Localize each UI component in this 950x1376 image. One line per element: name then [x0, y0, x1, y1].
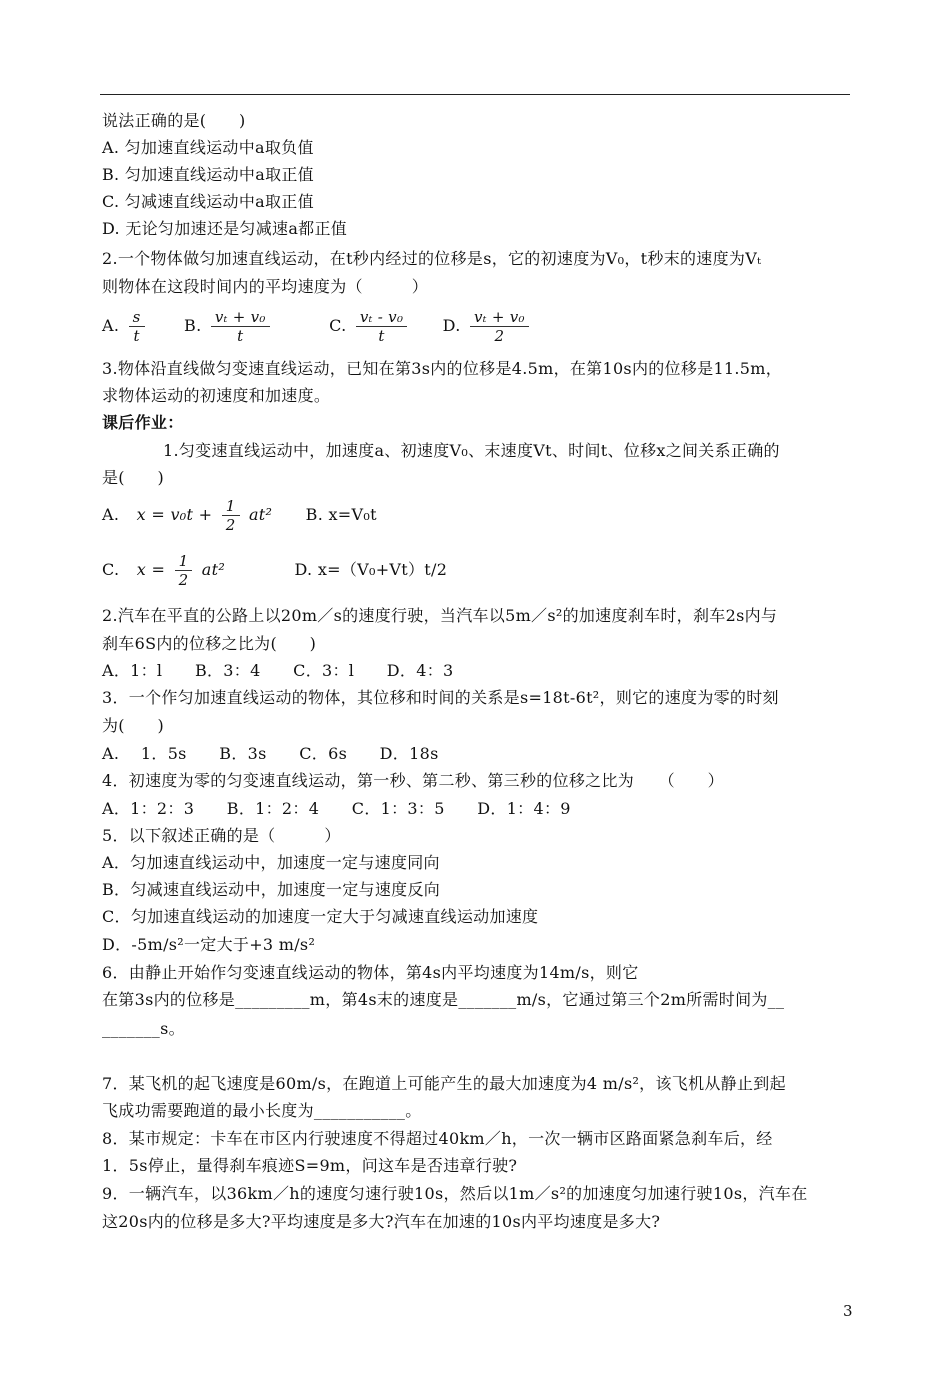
q2-option-d — [443, 308, 533, 345]
option-line: D．-5m/s²一定大于+3 m/s² — [102, 935, 316, 954]
fraction-numerator: vₜ - v₀ — [356, 308, 407, 327]
text-line: 说法正确的是( ) — [102, 111, 246, 130]
question-text: 求物体运动的初速度和加速度。 — [102, 386, 331, 405]
question-text: 8．某市规定：卡车在市区内行驶速度不得超过40km／h，一次一辆市区路面紧急刹车后，经 — [102, 1129, 773, 1148]
option-label: A. — [102, 316, 120, 335]
fraction-denominator: t — [237, 327, 244, 345]
option-line: A. 1．5s B．3s C．6s D．18s — [102, 744, 439, 763]
fraction-numerator: 1 — [222, 497, 240, 516]
hw1-option-b: B. x=V₀t — [305, 505, 377, 524]
fraction — [356, 308, 407, 345]
option-label: A. — [102, 505, 120, 524]
question-text: 飞成功需要跑道的最小长度为___________。 — [102, 1101, 422, 1120]
question-text: 为( ) — [102, 716, 164, 735]
question-text: 3．一个作匀加速直线运动的物体，其位移和时间的关系是s=18t-6t²，则它的速度为零的时刻 — [102, 688, 779, 707]
option-line: A. 匀加速直线运动中a取负值 — [102, 138, 314, 157]
header-rule — [100, 94, 850, 95]
formula-text: at² — [201, 560, 226, 579]
question-text: 5．以下叙述正确的是（ ） — [102, 826, 341, 845]
fraction-denominator: t — [133, 327, 140, 345]
hw1-option-a — [102, 497, 272, 534]
fraction-denominator: 2 — [178, 571, 189, 589]
fraction-numerator: vₜ + v₀ — [470, 308, 529, 327]
question-text: 2.汽车在平直的公路上以20m／s的速度行驶，当汽车以5m／s²的加速度刹车时，刹车2s内与 — [102, 606, 778, 625]
question-text: 这20s内的位移是多大?平均速度是多大?汽车在加速的10s内平均速度是多大? — [102, 1212, 661, 1231]
hw1-options-row-cd — [102, 552, 447, 589]
question-text: 1.匀变速直线运动中，加速度a、初速度V₀、末速度Vt、时间t、位移x之间关系正确的 — [163, 441, 780, 460]
formula-text: x = — [136, 560, 166, 579]
question-text: 在第3s内的位移是_________m，第4s末的速度是_______m/s，它通过第三个2m所需时间为__ — [102, 990, 785, 1009]
fraction-numerator: 1 — [175, 552, 193, 571]
question-text: 是( ) — [102, 468, 164, 487]
option-label: C. — [329, 316, 347, 335]
option-line: A．1：l B．3：4 C．3：l D．4：3 — [102, 661, 454, 680]
fraction — [470, 308, 529, 345]
fraction — [175, 552, 193, 589]
question-text: 4．初速度为零的匀变速直线运动，第一秒、第二秒、第三秒的位移之比为 （ ） — [102, 771, 724, 790]
option-label: B. — [184, 316, 202, 335]
option-line: C. 匀减速直线运动中a取正值 — [102, 192, 314, 211]
q2-options-row — [102, 308, 533, 345]
formula-text: at² — [248, 505, 273, 524]
page-number: 3 — [843, 1302, 853, 1320]
option-line: A．1：2：3 B．1：2：4 C．1：3：5 D．1：4：9 — [102, 799, 571, 818]
fraction-denominator: 2 — [494, 327, 505, 345]
fraction-numerator: vₜ + v₀ — [211, 308, 270, 327]
fraction-denominator: t — [378, 327, 385, 345]
question-text: 9．一辆汽车，以36km／h的速度匀速行驶10s，然后以1m／s²的加速度匀加速行驶10s，汽车在 — [102, 1184, 808, 1203]
option-line: C．匀加速直线运动的加速度一定大于匀减速直线运动加速度 — [102, 907, 539, 926]
fraction — [222, 497, 240, 534]
option-label: C. — [102, 560, 120, 579]
q2-option-a — [102, 308, 149, 345]
fraction-denominator: 2 — [225, 516, 236, 534]
question-text: 则物体在这段时间内的平均速度为（ ） — [102, 277, 429, 296]
option-line: B. 匀加速直线运动中a取正值 — [102, 165, 314, 184]
question-text: 3.物体沿直线做匀变速直线运动，已知在第3s内的位移是4.5m，在第10s内的位移是11.5m， — [102, 359, 783, 378]
q2-option-c — [329, 308, 411, 345]
question-text: 刹车6S内的位移之比为( ) — [102, 634, 317, 653]
question-text: _______s。 — [102, 1019, 185, 1038]
fraction-numerator: s — [129, 308, 145, 327]
question-text: 1．5s停止，量得刹车痕迹S=9m，问这车是否违章行驶? — [102, 1156, 518, 1175]
hw1-option-c — [102, 552, 225, 589]
option-line: B．匀减速直线运动中，加速度一定与速度反向 — [102, 880, 441, 899]
question-text: 2.一个物体做匀加速直线运动，在t秒内经过的位移是s，它的初速度为V₀，t秒末的速度为Vₜ — [102, 249, 762, 268]
hw1-options-row-ab — [102, 497, 377, 534]
section-heading: 课后作业： — [102, 413, 184, 432]
option-line: D. 无论匀加速还是匀减速a都正值 — [102, 219, 348, 238]
question-text: 7．某飞机的起飞速度是60m/s，在跑道上可能产生的最大加速度为4 m/s²，该飞机从静止到起 — [102, 1074, 786, 1093]
q2-option-b — [184, 308, 274, 345]
hw1-option-d: D. x=（V₀+Vt）t/2 — [294, 560, 448, 579]
question-text: 6．由静止开始作匀变速直线运动的物体，第4s内平均速度为14m/s，则它 — [102, 963, 639, 982]
formula-text: x = v₀t + — [136, 505, 213, 524]
option-line: A．匀加速直线运动中，加速度一定与速度同向 — [102, 853, 440, 872]
option-label: D. — [442, 316, 461, 335]
fraction — [211, 308, 270, 345]
fraction — [129, 308, 145, 345]
